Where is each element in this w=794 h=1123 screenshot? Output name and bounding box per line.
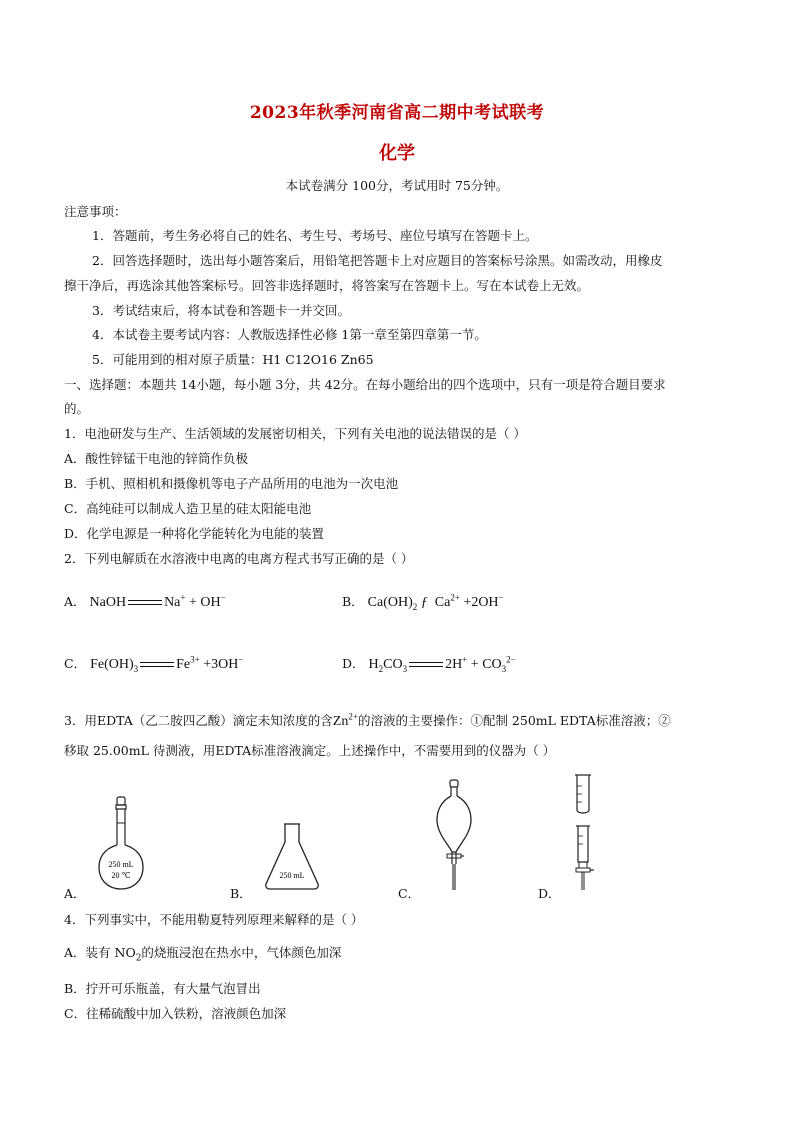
formula-text: Ca(OH) — [367, 595, 413, 610]
charge: 2− — [506, 654, 516, 665]
q4-option-c: C．往稀硫酸中加入铁粉，溶液颜色加深 — [64, 1006, 287, 1021]
charge: + — [462, 654, 468, 665]
section-heading: 一、选择题：本题共 14小题，每小题 3分，共 42分。在每小题给出的四个选项中，只有一项是符合题目要求 — [64, 377, 666, 392]
option-label: B． — [342, 594, 364, 609]
q4-stem: 4．下列事实中，不能用勒夏特列原理来解释的是（ ） — [64, 912, 364, 927]
formula-text: 2H — [445, 657, 463, 672]
exam-info: 本试卷满分 100分，考试用时 75分钟。 — [285, 178, 509, 193]
q1-option-a: A．酸性锌锰干电池的锌筒作负极 — [64, 451, 249, 466]
note-2-line2: 擦干净后，再选涂其他答案标号。回答非选择题时，将答案写在答题卡上。写在本试卷上无效。 — [64, 278, 590, 293]
formula-text: Zn — [332, 714, 349, 729]
stem-text: 3．用EDTA（乙二胺四乙酸）滴定未知浓度的含 — [64, 713, 333, 728]
formula-text: H — [368, 657, 379, 672]
burette-icon — [570, 772, 596, 894]
subscript: 2 — [378, 663, 384, 674]
equals-sign — [128, 599, 162, 607]
option-label: C． — [64, 656, 87, 671]
q1-option-d: D．化学电源是一种将化学能转化为电能的装置 — [64, 526, 325, 541]
q4-option-b: B．拧开可乐瓶盖，有大量气泡冒出 — [64, 981, 261, 996]
q3-stem-line1 — [64, 711, 671, 730]
formula-text: Na — [164, 595, 181, 610]
erlenmeyer-capacity-label: 250 mL — [279, 871, 305, 880]
reversible-arrow: ƒ — [420, 595, 428, 610]
formula-text: +2OH — [463, 595, 499, 610]
formula-text: Fe — [176, 657, 191, 672]
q2-option-a — [64, 592, 226, 611]
note-1: 1．答题前，考生务必将自己的姓名、考生号、考场号、座位号填写在答题卡上。 — [92, 228, 538, 243]
q3-option-d: D． — [538, 886, 561, 901]
separatory-funnel-icon — [434, 778, 474, 893]
charge: 2+ — [348, 711, 358, 722]
section-heading-cont: 的。 — [64, 401, 90, 416]
volumetric-flask-icon — [95, 795, 151, 893]
charge: + — [180, 592, 186, 603]
q2-stem: 2．下列电解质在水溶液中电离的电离方程式书写正确的是（ ） — [64, 551, 414, 566]
q1-stem: 1．电池研发与生产、生活领域的发展密切相关，下列有关电池的说法错误的是（ ） — [64, 426, 526, 441]
option-label: A． — [64, 594, 86, 609]
equals-sign — [409, 661, 443, 669]
notes-heading: 注意事项： — [64, 204, 127, 219]
formula-text: NaOH — [89, 595, 127, 610]
note-4: 4．本试卷主要考试内容：人教版选择性必修 1第一章至第四章第一节。 — [92, 327, 487, 342]
note-3: 3．考试结束后，将本试卷和答题卡一并交回。 — [92, 303, 350, 318]
q3-option-a: A． — [64, 886, 86, 901]
flask-temp-label: 20 ℃ — [111, 871, 131, 880]
charge: 2+ — [450, 592, 460, 603]
subscript: 2 — [412, 601, 418, 612]
charge: 3+ — [190, 654, 200, 665]
q2-option-d — [342, 654, 516, 674]
q3-option-c: C． — [398, 886, 421, 901]
q2-option-c — [64, 654, 243, 674]
flask-capacity-label: 250 mL — [108, 860, 134, 869]
charge: − — [220, 592, 226, 603]
q3-stem-line2: 移取 25.00mL 待测液，用EDTA标准溶液滴定。上述操作中，不需要用到的仪器为（ ） — [64, 743, 556, 758]
formula-text: +3OH — [203, 657, 239, 672]
erlenmeyer-flask-icon — [262, 822, 324, 892]
q4-option-a — [64, 943, 341, 964]
formula-text: CO — [383, 657, 403, 672]
stem-text: 的溶液的主要操作：①配制 250mL EDTA标准溶液；② — [357, 713, 671, 728]
formula-text: + CO — [470, 657, 502, 672]
q1-option-c: C．高纯硅可以制成人造卫星的硅太阳能电池 — [64, 501, 312, 516]
subscript: 2 — [135, 953, 142, 964]
option-text: 的烧瓶浸泡在热水中，气体颜色加深 — [141, 945, 342, 960]
option-text: A．装有 NO — [64, 945, 136, 960]
subscript: 3 — [501, 663, 507, 674]
formula-text: Ca — [434, 595, 451, 610]
q3-option-b: B． — [230, 886, 252, 901]
charge: − — [238, 654, 244, 665]
q2-option-b — [342, 592, 504, 612]
note-2-line1: 2．回答选择题时，选出每小题答案后，用铅笔把答题卡上对应题目的答案标号涂黑。如需改动，用橡皮 — [92, 253, 663, 268]
charge: − — [498, 592, 504, 603]
note-5: 5．可能用到的相对原子质量：H1 C12O16 Zn65 — [92, 352, 374, 367]
q1-option-b: B．手机、照相机和摄像机等电子产品所用的电池为一次电池 — [64, 476, 399, 491]
option-label: D． — [342, 656, 365, 671]
equals-sign — [140, 661, 174, 669]
subscript: 3 — [133, 663, 139, 674]
subscript: 3 — [402, 663, 408, 674]
formula-text: Fe(OH) — [90, 657, 134, 672]
exam-title: 2023年秋季河南省高二期中考试联考 — [249, 103, 545, 123]
formula-text: + OH — [188, 595, 221, 610]
subject-title: 化学 — [379, 143, 415, 164]
